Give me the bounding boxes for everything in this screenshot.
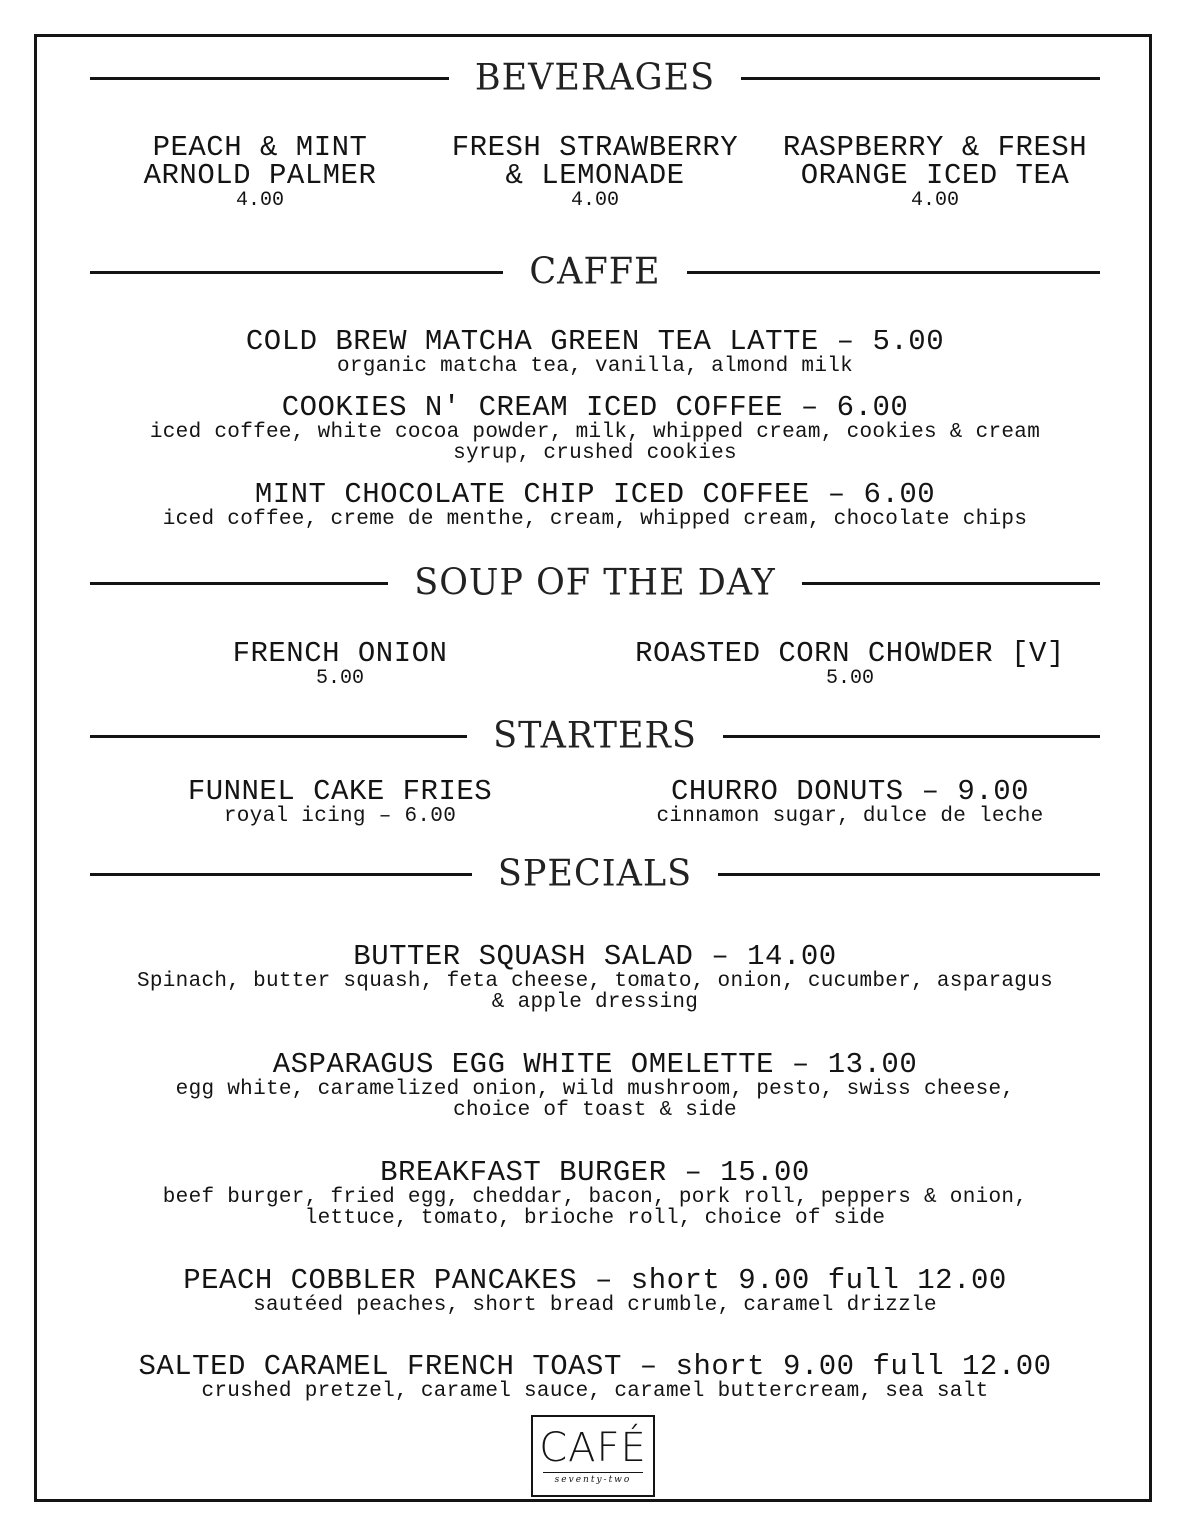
item-name: ORANGE ICED TEA: [800, 159, 1070, 192]
logo-wordmark: CAFÉ: [539, 1425, 647, 1471]
item-name: SALTED CARAMEL FRENCH TOAST – short 9.00 full 12.00: [138, 1350, 1052, 1383]
item-name: FUNNEL CAKE FRIES: [187, 775, 493, 808]
item-name: CHURRO DONUTS – 9.00: [670, 775, 1030, 808]
menu-item-special: [60, 1048, 1130, 1122]
section-title: CAFFE: [529, 251, 661, 293]
section-title: BEVERAGES: [474, 57, 716, 99]
logo-script: seventy-two: [554, 1475, 632, 1485]
menu-item-special: [60, 1350, 1130, 1403]
item-name: FRESH STRAWBERRY: [451, 131, 739, 164]
item-description: & apple dressing: [491, 991, 699, 1014]
item-description: egg white, caramelized onion, wild mushroom, pesto, swiss cheese,: [175, 1078, 1015, 1101]
item-name: ROASTED CORN CHOWDER [V]: [635, 637, 1065, 670]
divider-line: [687, 271, 1100, 274]
menu-item-starter: [140, 775, 540, 828]
item-price: 4.00: [235, 189, 284, 212]
divider-line: [90, 271, 503, 274]
menu-item-caffe: [60, 478, 1130, 531]
item-name: FRENCH ONION: [232, 637, 448, 670]
menu-item-soup: [160, 637, 520, 690]
divider-line: [90, 735, 467, 738]
section-title: STARTERS: [493, 715, 697, 757]
logo-rule: [543, 1472, 643, 1473]
divider-line: [723, 735, 1100, 738]
section-header-caffe: [90, 242, 1100, 302]
section-header-soup: [90, 553, 1100, 613]
menu-item-beverage: [765, 131, 1105, 212]
item-price: 4.00: [910, 189, 959, 212]
item-price: 5.00: [825, 667, 874, 690]
item-description: crushed pretzel, caramel sauce, caramel buttercream, sea salt: [201, 1380, 989, 1403]
section-header-starters: [90, 706, 1100, 766]
section-header-beverages: [90, 48, 1100, 108]
item-description: Spinach, butter squash, feta cheese, tomato, onion, cucumber, asparagus: [136, 970, 1054, 993]
item-name: COOKIES N' CREAM ICED COFFEE – 6.00: [281, 391, 909, 424]
item-description: sautéed peaches, short bread crumble, caramel drizzle: [253, 1294, 937, 1317]
item-price: 5.00: [315, 667, 364, 690]
item-price: 4.00: [570, 189, 619, 212]
item-name: & LEMONADE: [505, 159, 685, 192]
item-name: ASPARAGUS EGG WHITE OMELETTE – 13.00: [272, 1048, 918, 1081]
section-header-specials: [90, 844, 1100, 904]
item-name: BREAKFAST BURGER – 15.00: [380, 1156, 810, 1189]
divider-line: [802, 582, 1100, 585]
section-title: SOUP OF THE DAY: [414, 562, 776, 604]
item-name: COLD BREW MATCHA GREEN TEA LATTE – 5.00: [245, 325, 945, 358]
item-name: ARNOLD PALMER: [143, 159, 377, 192]
item-name: RASPBERRY & FRESH: [782, 131, 1088, 164]
item-description: cinnamon sugar, dulce de leche: [656, 805, 1044, 828]
item-description: organic matcha tea, vanilla, almond milk: [336, 355, 854, 378]
cafe-logo: [531, 1415, 655, 1497]
divider-line: [718, 873, 1100, 876]
item-name: PEACH COBBLER PANCAKES – short 9.00 full 12.00: [183, 1264, 1007, 1297]
item-description: royal icing – 6.00: [223, 805, 457, 828]
menu-item-beverage: [430, 131, 760, 212]
divider-line: [90, 582, 388, 585]
menu-item-special: [60, 1264, 1130, 1317]
item-name: BUTTER SQUASH SALAD – 14.00: [353, 940, 837, 973]
item-name: MINT CHOCOLATE CHIP ICED COFFEE – 6.00: [254, 478, 936, 511]
item-description: beef burger, fried egg, cheddar, bacon, pork roll, peppers & onion,: [162, 1186, 1028, 1209]
item-description: lettuce, tomato, brioche roll, choice of side: [304, 1207, 886, 1230]
menu-item-beverage: [100, 131, 420, 212]
menu-item-caffe: [60, 325, 1130, 378]
menu-item-special: [60, 940, 1130, 1014]
section-title: SPECIALS: [497, 853, 693, 895]
divider-line: [90, 873, 472, 876]
divider-line: [90, 77, 449, 80]
item-description: iced coffee, white cocoa powder, milk, whipped cream, cookies & cream: [149, 421, 1041, 444]
item-description: syrup, crushed cookies: [453, 442, 737, 465]
menu-item-special: [60, 1156, 1130, 1230]
menu-item-soup: [600, 637, 1100, 690]
item-description: iced coffee, creme de menthe, cream, whipped cream, chocolate chips: [162, 508, 1028, 531]
item-name: PEACH & MINT: [152, 131, 368, 164]
divider-line: [741, 77, 1100, 80]
item-description: choice of toast & side: [453, 1099, 737, 1122]
menu-item-starter: [600, 775, 1100, 828]
menu-item-caffe: [60, 391, 1130, 465]
